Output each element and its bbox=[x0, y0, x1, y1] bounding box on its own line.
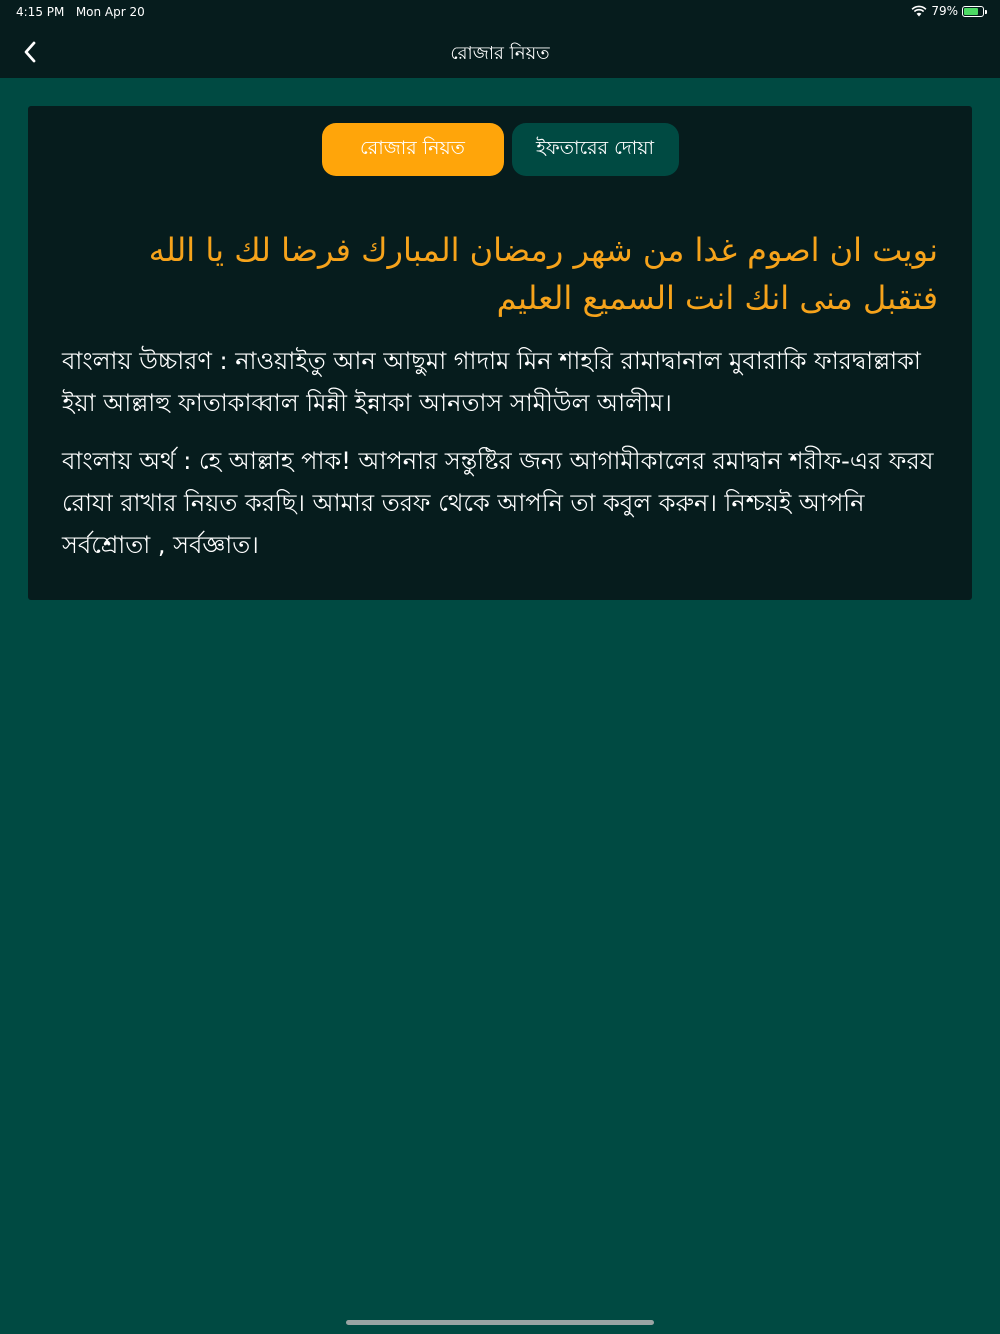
page-title: রোজার নিয়ত bbox=[450, 43, 550, 64]
pronunciation-text: বাংলায় উচ্চারণ : নাওয়াইতু আন আছুমা গাদাম মিন শাহরি রামাদ্বানাল মুবারাকি ফারদ্বাল্লাকা ইয়া আল্লাহু ফাতাকাব্বাল মিন্নী ইন্নাকা আনতাস সামীউল আলীম। bbox=[62, 347, 921, 417]
arabic-dua-text: نويت ان اصوم غدا من شهر رمضان المبارك فرضا لك يا الله فتقبل منى انك انت السميع العليم bbox=[148, 231, 938, 317]
status-clock: 4:15 PM bbox=[16, 5, 65, 19]
status-date: Mon Apr 20 bbox=[75, 5, 145, 19]
status-bar bbox=[0, 0, 1000, 26]
navigation-bar bbox=[0, 26, 1000, 78]
battery-icon bbox=[962, 6, 984, 17]
wifi-icon bbox=[911, 5, 927, 17]
tab-iftar-dua[interactable]: ইফতারের দোয়া bbox=[512, 123, 679, 176]
tab-roza-niyat[interactable]: রোজার নিয়ত bbox=[322, 123, 504, 176]
battery-percent: 79% bbox=[931, 4, 958, 18]
home-indicator[interactable] bbox=[346, 1320, 654, 1325]
content-card bbox=[28, 106, 972, 600]
status-indicators bbox=[911, 4, 984, 18]
battery-fill bbox=[964, 8, 978, 15]
meaning-text: বাংলায় অর্থ : হে আল্লাহ পাক! আপনার সন্তুষ্টির জন্য আগামীকালের রমাদ্বান শরীফ-এর ফরয রোযা রাখার নিয়ত করছি। আমার তরফ থেকে আপনি তা কবুল করুন। নিশ্চয়ই আপনি সর্বশ্রোতা , সর্বজ্ঞাত। bbox=[62, 447, 934, 559]
status-time bbox=[16, 5, 145, 19]
segmented-control bbox=[28, 123, 972, 176]
